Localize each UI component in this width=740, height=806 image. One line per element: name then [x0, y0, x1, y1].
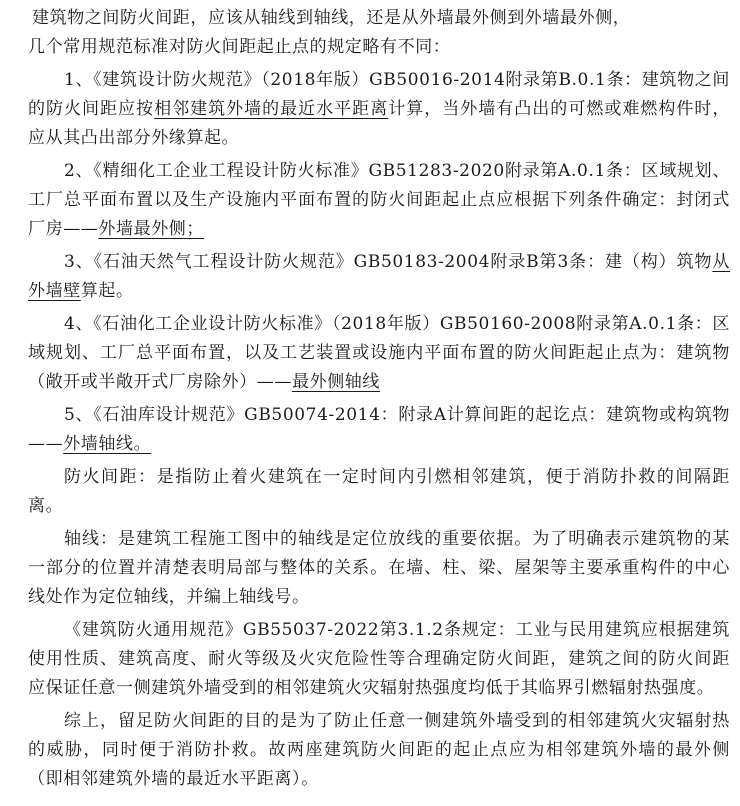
definition-axis: 轴线：是建筑工程施工图中的轴线是定位放线的重要依据。为了明确表示建筑物的某一部分的位置并清楚表明局部与整体的关系。在墙、柱、梁、屋架等主要承重构件的中心线处作为定位轴线，并编上轴线号。 — [28, 529, 730, 607]
intro-line-2: 几个常用规范标准对防火间距起止点的规定略有不同： — [28, 37, 451, 57]
intro-line-1: 建筑物之间防火间距，应该从轴线到轴线，还是从外墙最外侧到外墙最外侧， — [32, 8, 631, 28]
clause-item-1-highlight: 相邻建筑外墙的最近水平距离 — [154, 99, 389, 119]
code-rule-paragraph: 《建筑防火通用规范》GB55037-2022第3.1.2条规定：工业与民用建筑应根据建筑使用性质、建筑高度、耐火等级及火灾危险性等合理确定防火间距，建筑之间的防火间距应保证任意一侧建筑外墙受到的相邻建筑火灾辐射热强度均低于其临界引燃辐射热强度。 — [28, 620, 730, 698]
clause-item-1 — [28, 66, 730, 153]
clause-item-5-lead: 5、《石油库设计规范》GB50074-2014：附录A计算间距的起讫点：建筑物或构筑物—— — [28, 405, 730, 454]
clause-item-3 — [28, 248, 730, 306]
intro-paragraph — [28, 4, 730, 62]
clause-item-3-tail: 算起。 — [80, 281, 134, 301]
clause-item-1-tail: 计算，当外墙有凸出的可燃或难燃构件时，应从其凸出部分外缘算起。 — [28, 99, 730, 148]
clause-item-4-lead: 4、《石油化工企业设计防火标准》（2018年版）GB50160-2008附录第A.0.1条：区域规划、工厂总平面布置，以及工艺装置或设施内平面布置的防火间距起止点为：建筑物（敞开或半敞开式厂房除外）—— — [28, 314, 730, 392]
clause-item-4 — [28, 310, 730, 397]
clause-item-4-highlight: 最外侧轴线 — [292, 372, 380, 392]
clause-item-5-highlight: 外墙轴线。 — [63, 434, 152, 454]
clause-item-3-lead: 3、《石油天然气工程设计防火规范》GB50183-2004附录B第3条：建（构）筑物 — [64, 252, 713, 272]
clause-item-3-highlight: 从外墙壁 — [28, 252, 730, 301]
clause-item-2 — [28, 157, 730, 244]
clause-item-5 — [28, 401, 730, 459]
clause-item-1-lead: 1、《建筑设计防火规范》（2018年版）GB50016-2014附录第B.0.1条：建筑物之间的防火间距应按 — [28, 70, 730, 119]
definition-fire-spacing: 防火间距：是指防止着火建筑在一定时间内引燃相邻建筑，便于消防扑救的间隔距离。 — [28, 467, 730, 516]
clause-item-2-highlight: 外墙最外侧； — [98, 219, 205, 239]
clause-item-2-lead: 2、《精细化工企业工程设计防火标准》GB51283-2020附录第A.0.1条：区域规划、工厂总平面布置以及生产设施内平面布置的防火间距起止点应根据下列条件确定：封闭式厂房—— — [28, 161, 730, 239]
conclusion-paragraph: 综上，留足防火间距的目的是为了防止任意一侧建筑外墙受到的相邻建筑火灾辐射热的威胁，同时便于消防扑救。故两座建筑防火间距的起止点应为相邻建筑外墙的最外侧（即相邻建筑外墙的最近水平距离）。 — [28, 711, 730, 789]
